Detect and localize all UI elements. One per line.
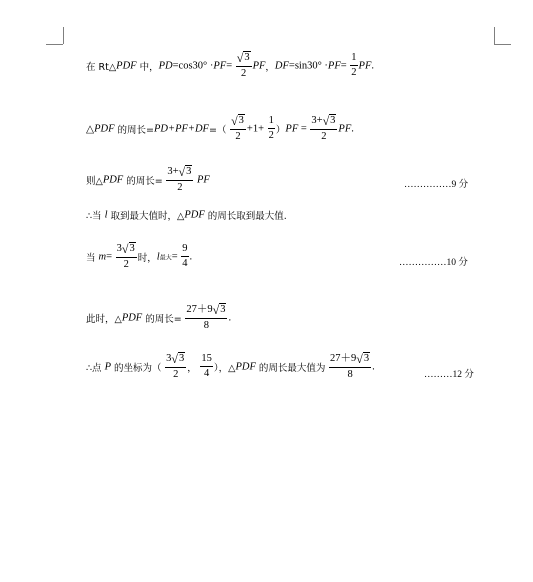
crop-mark-top-left-horizontal — [46, 44, 63, 45]
crop-mark-top-left-vertical — [63, 27, 64, 44]
fraction-3-plus-sqrt3-over-2: $\frac{3+√3}{2}$ — [167, 165, 192, 193]
fraction-sqrt3-over-2: $\frac{√3}{2}$ — [236, 51, 250, 79]
crop-mark-top-right-vertical — [494, 27, 495, 44]
fraction-27-plus-9sqrt3-over-8: $\frac{27+9√3}{8}$ — [330, 352, 370, 380]
fraction-3sqrt3-over-2: $\frac{3√3}{2}$ — [116, 242, 135, 270]
score-10: ……………10 分 — [399, 258, 468, 268]
fraction-15-over-4: $\frac{15}{4}$ — [201, 352, 212, 380]
line-5-m-value: 当 m= $\frac{3√3}{2}$ 时，l最大= $\frac{9}{4}$ . — [86, 242, 193, 270]
crop-mark-top-right-horizontal — [494, 44, 511, 45]
fraction-3-plus-sqrt3-over-2: $\frac{3+√3}{2}$ — [311, 114, 336, 142]
line-4-max-condition: ∴当 l 取到最大值时，△PDF 的周长取到最大值. — [86, 209, 287, 222]
line-1-pd-df-expressions: 在 Rt△PDF 中，PD=cos30° ·PF= $\frac{√3}{2}$ PF，DF=sin30° ·PF= $\frac{1}{2}$ PF. — [86, 51, 374, 79]
score-9: ……………9 分 — [404, 180, 469, 190]
fraction-1-over-2: $\frac{1}{2}$ — [268, 114, 274, 142]
fraction-1-over-2: $\frac{1}{2}$ — [351, 51, 357, 79]
line-6-perimeter-value: 此时，△PDF 的周长= $\frac{27+9√3}{8}$ . — [86, 303, 232, 331]
score-12: ………12 分 — [424, 370, 474, 380]
fraction-9-over-4: $\frac{9}{4}$ — [182, 242, 188, 270]
line-3-perimeter-result: 则△PDF 的周长= $\frac{3+√3}{2}$ PF — [86, 165, 210, 193]
line-2-perimeter-expression: △PDF 的周长=PD+PF+DF=（ $\frac{√3}{2}$ +1+ $\frac{1}{2}$ ）PF = $\frac{3+√3}{2}$ PF. — [86, 114, 354, 142]
fraction-27-plus-9sqrt3-over-8: $\frac{27+9√3}{8}$ — [186, 303, 226, 331]
line-7-conclusion: ∴点 P 的坐标为（ $\frac{3√3}{2}$ ， $\frac{15}{4}$ ），△PDF 的周长最大值为 $\frac{27+9√3}{8}$ . — [86, 352, 375, 380]
fraction-sqrt3-over-2: $\frac{√3}{2}$ — [231, 114, 244, 142]
fraction-3sqrt3-over-2: $\frac{3√3}{2}$ — [166, 352, 185, 380]
